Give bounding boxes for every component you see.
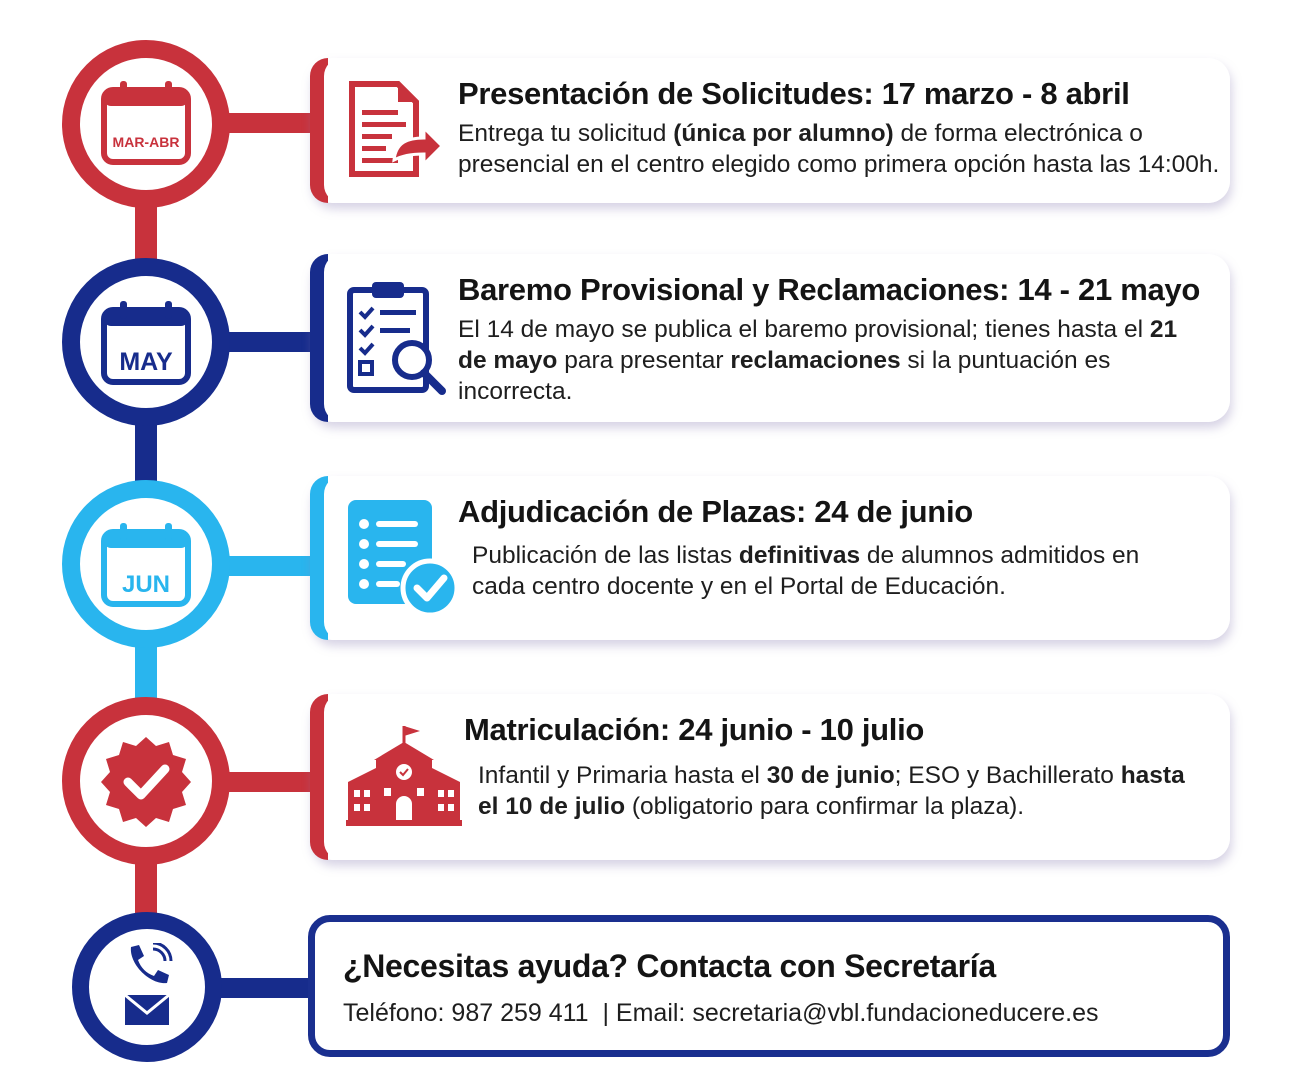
step-3-description: Publicación de las listas definitivas de alumnos admitidos en cada centro docente y en el Portal de Educación. [472,542,1140,600]
link-1 [220,113,320,133]
step-card-1 [310,58,1230,203]
step-4-description: Infantil y Primaria hasta el 30 de junio; ESO y Bachillerato hasta el 10 de julio (obligatorio para confirmar la plaza). [478,762,1185,820]
step-4-title: Matriculación: 24 junio - 10 julio [464,712,925,747]
contact-card [308,915,1230,1057]
contact-ring [72,912,222,1062]
step-card-3 [310,476,1230,640]
calendar-icon [100,80,192,166]
document-send-icon [346,80,446,180]
step-4-ring [62,697,230,865]
step-2-ring [62,258,230,426]
link-5 [215,978,315,998]
link-3 [220,556,320,576]
school-building-icon [346,724,462,828]
step-card-4 [310,694,1230,860]
link-4 [220,772,320,792]
contact-details[interactable]: Teléfono: 987 259 411 | Email: secretaria@vbl.fundacioneducere.es [343,999,1099,1027]
verified-badge-icon [100,735,192,827]
step-1-title: Presentación de Solicitudes: 17 marzo - 8 abril [458,76,1130,111]
step-1-badge: MAR-ABR [112,134,180,150]
link-2 [220,332,320,352]
checklist-search-icon [346,278,448,398]
envelope-icon [123,993,171,1027]
step-3-ring [62,480,230,648]
list-check-icon [344,498,460,616]
step-2-description: El 14 de mayo se publica el baremo provisional; tienes hasta el 21 de mayo para presentar reclamaciones si la puntuación es incorrecta. [458,316,1178,405]
step-1-ring [62,40,230,208]
step-3-title: Adjudicación de Plazas: 24 de junio [458,494,973,529]
contact-title: ¿Necesitas ayuda? Contacta con Secretaría [343,948,996,984]
step-2-badge: MAY [119,348,173,376]
step-1-description: Entrega tu solicitud (única por alumno) de forma electrónica o presencial en el centro elegido como primera opción hasta las 14:00h. [458,120,1220,178]
step-3-badge: JUN [121,571,170,598]
step-2-title: Baremo Provisional y Reclamaciones: 14 - 21 mayo [458,272,1200,307]
step-card-2 [310,254,1230,422]
phone-icon [125,943,175,989]
